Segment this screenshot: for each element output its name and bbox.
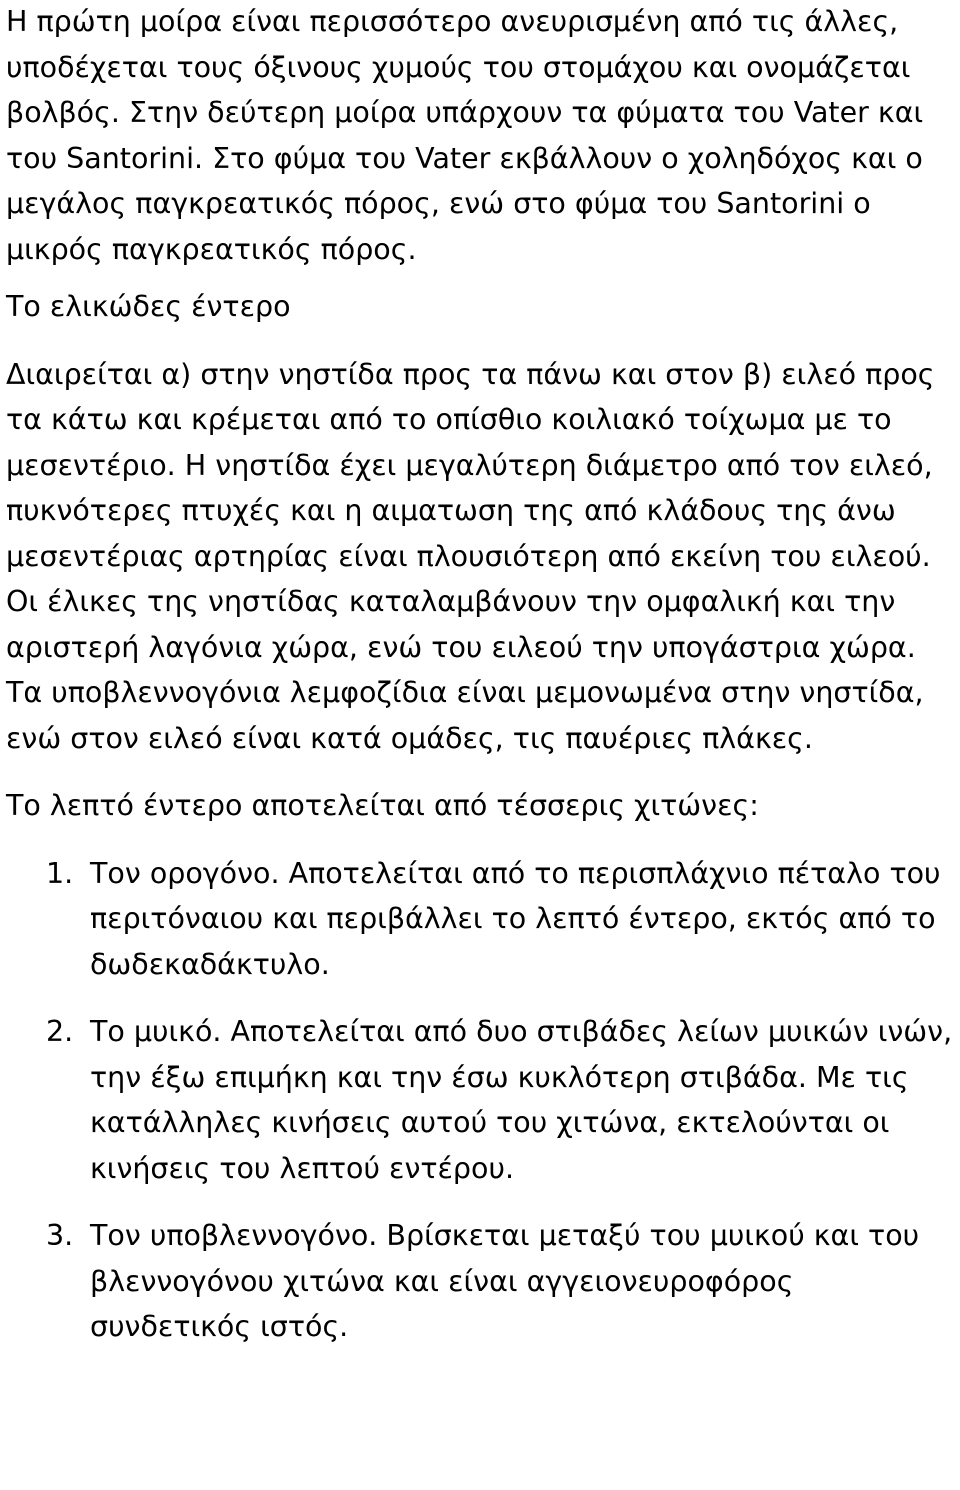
list-item bbox=[6, 851, 956, 988]
list-item-number: 3. bbox=[46, 1219, 74, 1252]
body-paragraph: Διαιρείται α) στην νηστίδα προς τα πάνω και στον β) ειλεό προς τα κάτω και κρέμεται από το οπίσθιο κοιλιακό τοίχωμα με το μεσεντέριο. Η νηστίδα έχει μεγαλύτερη διάμετρο από τον ειλεό, πυκνότερες πτυχές και η αιματωση της από κλάδους της άνω μεσεντέριας αρτηρίας είναι πλουσιότερη από εκείνη του ειλεού. Οι έλικες της νηστίδας καταλαμβάνουν την ομφαλική και την αριστερή λαγόνια χώρα, ενώ του ειλεού την υπογάστρια χώρα. Τα υποβλεννογόνια λεμφοζίδια είναι μεμονωμένα στην νηστίδα, ενώ στον ειλεό είναι κατά ομάδες, τις παυέριες πλάκες. bbox=[6, 357, 935, 755]
layers-list bbox=[6, 851, 956, 1350]
list-item bbox=[6, 1213, 956, 1350]
list-item-text: Τον υποβλεννογόνο. Βρίσκεται μεταξύ του μυικού και του βλεννογόνου χιτώνα και είναι αγγειονευροφόρος συνδετικός ιστός. bbox=[90, 1219, 920, 1343]
list-item bbox=[6, 1009, 956, 1191]
list-intro: Το λεπτό έντερο αποτελείται από τέσσερις χιτώνες: bbox=[6, 789, 759, 822]
list-item-number: 2. bbox=[46, 1015, 74, 1048]
list-item-number: 1. bbox=[46, 856, 74, 890]
list-item-text: Τον ορογόνο. Αποτελείται από το περισπλάχνιο πέταλο του περιτόναιου και περιβάλλει το λεπτό έντερο, εκτός από το δωδεκαδάκτυλο. bbox=[90, 856, 941, 981]
intro-paragraph: Η πρώτη μοίρα είναι περισσότερο ανευρισμένη από τις άλλες, υποδέχεται τους όξινους χυμούς του στομάχου και ονομάζεται βολβός. Στην δεύτερη μοίρα υπάρχουν τα φύματα του Vater και του Santorini. Στο φύμα του Vater εκβάλλουν ο χοληδόχος και ο μεγάλος παγκρεατικός πόρος, ενώ στο φύμα του Santorini ο μικρός παγκρεατικός πόρος. bbox=[6, 5, 924, 266]
list-item-text: Το μυικό. Αποτελείται από δυο στιβάδες λείων μυικών ινών, την έξω επιμήκη και την έσω κυκλότερη στιβάδα. Με τις κατάλληλες κινήσεις αυτού του χιτώνα, εκτελούνται οι κινήσεις του λεπτού εντέρου. bbox=[90, 1015, 953, 1185]
document-page bbox=[6, 0, 956, 1372]
section-heading: Το ελικώδες έντερο bbox=[6, 290, 291, 323]
